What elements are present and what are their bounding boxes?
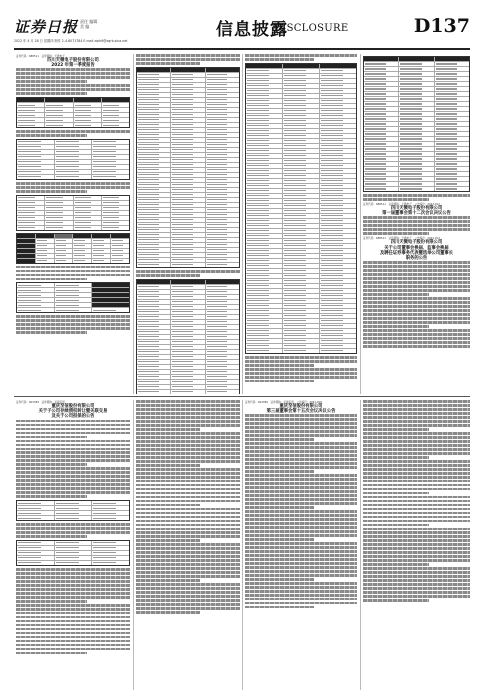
financial-statements: [136, 54, 240, 394]
data-table: [16, 97, 130, 128]
edition-line: 责任 编辑: [80, 19, 98, 24]
article-title: 及关于公司担保的公告: [51, 414, 95, 420]
article-header-code: 证券代码：603389 证券简称：亚振家居: [16, 401, 65, 404]
column-rule: [360, 400, 361, 690]
newspaper-logo: 证券日报: [14, 18, 79, 36]
data-table: [16, 139, 130, 180]
cash-flow-table: [245, 63, 357, 354]
column-rule: [242, 54, 243, 394]
article-header-code: 证券代码：688511 证券简称：天微电子 公告编号：2022-012: [363, 202, 440, 206]
article-title: 四川天微电子股份有限公司: [47, 58, 99, 63]
article-title: 第三届董事会第十五次会议决议公告: [266, 409, 336, 415]
edition-info: [80, 19, 97, 29]
article-title: 四川天微电子股份有限公司: [390, 205, 443, 211]
article-title: 第一届董事会第十二次会议决议公告: [382, 211, 451, 217]
edition-line: 美 编: [80, 24, 90, 29]
article-header-code: 证券代码：688511 证券简称：天微电子 公告编号：2022-013: [363, 237, 440, 241]
shareholder-table: [16, 233, 130, 264]
article-header-code: 证券代码：688511 证券简称：天微电子: [16, 55, 65, 58]
data-table: [16, 195, 130, 231]
article-title: 四川天微电子股份有限公司: [390, 240, 443, 246]
article-title: 职务的公告: [405, 255, 428, 261]
article-title: 重庆至信股份有限公司: [51, 404, 95, 409]
data-table: [363, 56, 470, 192]
section-title: 信息披露: [216, 20, 288, 40]
income-statement-table: [136, 279, 240, 394]
column-rule: [133, 400, 134, 690]
board-notices-column: [363, 54, 470, 394]
column-rule: [133, 54, 134, 394]
data-table: [16, 500, 130, 521]
column-rule: [242, 400, 243, 690]
section-divider: [14, 396, 470, 397]
masthead: [14, 14, 470, 50]
article-title: 及聘任证券事务代表暨选举公司董事长: [379, 250, 454, 256]
balance-sheet-table: [136, 67, 240, 268]
column-rule: [360, 54, 361, 394]
editor-contact-line: 2022 年 4 月 28 日 星期四 制作 2-4-6071784 E-mail zqrb9@zqrb.sina.net: [14, 39, 128, 43]
data-table: [16, 282, 130, 313]
section-title-en: DISCLOSURE: [274, 23, 349, 34]
article-header-code: 证券代码：603389 证券简称：亚振家居 公告编号：2022-018: [245, 401, 322, 404]
quarterly-report-article: [16, 54, 130, 394]
guarantee-notice-continued: [136, 400, 240, 692]
article-title: 关于子公司存续债权转让暨关联交易: [38, 409, 108, 415]
article-title: 重庆至信股份有限公司: [279, 404, 323, 409]
guarantee-notice-article: [16, 400, 130, 692]
board-resolution-continued: [363, 400, 470, 692]
board-resolution-article: [245, 400, 357, 692]
data-table: [16, 540, 130, 566]
article-title: 2022 年第一季度报告: [51, 63, 95, 69]
article-title: 关于公司董事会换届、监事会换届: [384, 245, 449, 251]
cash-flow-statements: [245, 54, 357, 394]
page-number: D137: [413, 15, 470, 37]
